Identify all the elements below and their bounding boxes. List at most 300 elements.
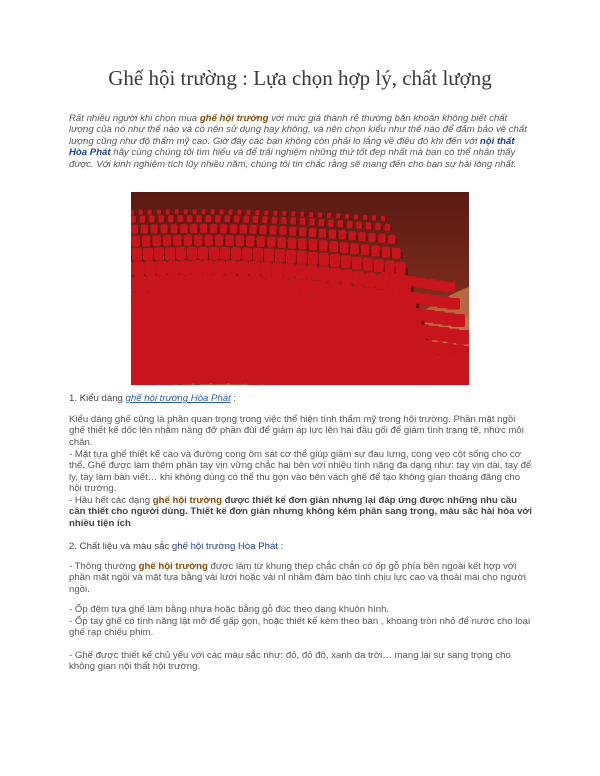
seat-back <box>385 261 395 274</box>
auditorium-seats-illustration <box>131 192 469 385</box>
seat-back <box>363 258 373 271</box>
seat-back <box>190 224 197 233</box>
seat-back <box>196 215 202 222</box>
seat-back <box>247 210 251 215</box>
seat-back <box>148 210 152 215</box>
section-2-heading-link[interactable]: ghế hội trường Hòa Phát <box>171 541 278 552</box>
seat-arm <box>326 233 328 238</box>
seat-back <box>300 212 304 217</box>
seat-back <box>142 236 151 247</box>
seat-back <box>297 251 307 264</box>
seat-arm <box>188 212 189 215</box>
seat-arm <box>305 221 307 225</box>
seat-back <box>319 253 329 266</box>
seat-back <box>364 288 377 305</box>
seat-back <box>178 215 184 222</box>
section-1-paragraph-2: - Mặt tựa ghế thiết kế cao và đường cong ôm sát cơ thể giúp giảm sự đau lưng, cong vẹo cột sống cho cơ thể. Ghế được làm thêm phần tay vịn vững chắc hai bên với nhiều tính năng đa dạng như: tay vịn dài, tay để ly, tay làm bàn viết… khi không dùng có thể thu gọn vào bên vách ghế để tạo không gian thoáng đãng cho hội trường. <box>69 449 532 495</box>
seat-arm <box>134 212 135 215</box>
section-1-heading-link[interactable]: ghế hội trường Hòa Phát <box>125 393 231 404</box>
seat-back <box>381 216 385 221</box>
seat-back <box>369 233 376 242</box>
seat-arm <box>183 218 185 222</box>
seat-back <box>330 268 342 283</box>
seat-arm <box>161 212 162 215</box>
seat-arm <box>237 228 239 233</box>
seat-arm <box>247 229 249 234</box>
seat-back <box>187 215 193 222</box>
seat-back <box>319 229 326 238</box>
page-title: Ghế hội trường : Lựa chọn hợp lý, chất lượng <box>108 66 492 90</box>
seat-back <box>215 215 221 222</box>
seat-arm <box>268 213 269 216</box>
seat-back <box>131 225 138 234</box>
seat-back <box>364 272 376 287</box>
seat-back <box>156 261 168 276</box>
seat-back <box>307 265 319 280</box>
seat-back <box>131 262 133 277</box>
seat-back <box>157 210 161 215</box>
seat-arm <box>376 218 377 221</box>
seat-back <box>211 209 215 214</box>
seat-arm <box>313 214 314 217</box>
seat-arm <box>178 228 180 233</box>
seat-back <box>202 209 206 214</box>
seat-arm <box>358 217 359 220</box>
seat-back <box>175 209 179 214</box>
seat-back <box>262 276 275 293</box>
seat-arm <box>322 215 323 218</box>
seat-back <box>378 234 385 243</box>
seat-arm <box>221 218 223 222</box>
seat-back <box>184 235 193 246</box>
seat-back <box>225 215 231 222</box>
seat-back <box>132 248 142 261</box>
aisle-seat <box>461 377 469 385</box>
seat-back <box>374 259 384 272</box>
seat-back <box>159 215 165 222</box>
seat-back <box>161 224 168 233</box>
seat-back <box>176 247 186 260</box>
keyword-noi-that-hoa-phat[interactable]: nội thất Hòa Phát <box>69 135 515 159</box>
aisle-seat <box>409 323 419 338</box>
seat-arm <box>316 232 318 237</box>
seat-arm <box>152 212 153 215</box>
seat-arm <box>343 223 345 227</box>
seat-back <box>236 275 249 292</box>
seat-arm <box>258 219 260 223</box>
seat-back <box>262 216 268 223</box>
seat-back <box>319 240 328 251</box>
seat-arm <box>197 228 199 233</box>
keyword-ghe-hoi-truong-2[interactable]: ghế hội trường <box>152 495 222 506</box>
aisle-seat <box>456 330 469 345</box>
seat-arm <box>324 222 326 226</box>
seat-arm <box>277 220 279 224</box>
seat-arm <box>207 228 209 233</box>
seat-back <box>270 226 277 235</box>
seat-back <box>187 247 197 260</box>
seat-back <box>313 281 326 298</box>
seat-arm <box>143 212 144 215</box>
seat-back <box>309 212 313 217</box>
seat-arm <box>138 229 140 234</box>
seat-back <box>318 267 330 282</box>
aisle-seat <box>414 308 425 321</box>
aisle-seat <box>416 355 426 373</box>
seat-back <box>339 300 354 319</box>
seat-back <box>202 260 214 275</box>
seat-arm <box>158 229 160 234</box>
seat-back <box>356 222 362 229</box>
seat-arm <box>215 212 216 215</box>
seat-arm <box>233 212 234 215</box>
seat-back <box>361 244 370 255</box>
seat-arm <box>155 219 157 223</box>
seat-back <box>214 260 226 275</box>
seat-back <box>171 224 178 233</box>
seat-back <box>194 235 203 246</box>
seat-arm <box>334 223 336 227</box>
seat-back <box>371 245 380 256</box>
seat-back <box>180 224 187 233</box>
seat-back <box>308 252 318 265</box>
seat-back <box>144 261 156 276</box>
seat-back <box>338 220 344 227</box>
seat-arm <box>193 218 195 222</box>
seat-arm <box>306 231 308 236</box>
seat-arm <box>296 221 298 225</box>
section-1-p3-bold: được thiết kế đơn giản nhưng lại đáp ứng được những nhu cầu cần thiết cho người dùng. Thiết kế đơn giản nhưng không kém phần sang trọng, màu sắc hài hòa với nhiều tiện ích <box>69 495 532 529</box>
seat-back <box>230 224 237 233</box>
seat-back <box>295 264 307 279</box>
seat-back <box>260 262 272 277</box>
seat-arm <box>168 228 170 233</box>
seat-back <box>396 262 406 275</box>
aisle-seat <box>403 337 412 353</box>
section-1-heading <box>69 393 533 404</box>
seat-arm <box>287 230 289 235</box>
seat-back <box>291 217 297 224</box>
seat-arm <box>211 218 213 222</box>
seat-back <box>224 275 237 292</box>
seat-back <box>200 224 207 233</box>
intro-text-2: với mức giá thành rẻ thường băn khoăn không biết chất lượng của nó như thế nào và có nên sử dụng hay không, và nên chọn kiểu như thế nào để đảm bảo về chất lượng cũng như độ thẩm mỹ cao. Giờ đây các bạn không còn phải lo lắng về điều đó khi đến với <box>69 113 527 147</box>
seat-back <box>179 260 191 275</box>
seat-arm <box>277 230 279 235</box>
seat-arm <box>240 219 242 223</box>
aisle-seat <box>402 291 412 303</box>
seat-arm <box>277 213 278 216</box>
seat-back <box>366 304 381 323</box>
seat-back <box>238 210 242 215</box>
seat-back <box>229 210 233 215</box>
seat-arm <box>249 219 251 223</box>
seat-back <box>140 216 146 223</box>
seat-back <box>149 215 155 222</box>
aisle-seat <box>405 307 415 320</box>
seat-back <box>286 250 296 263</box>
seat-arm <box>242 212 243 215</box>
aisle-seat <box>393 289 402 301</box>
seat-back <box>275 277 288 294</box>
seat-arm <box>356 235 358 240</box>
aisle-seat <box>456 361 469 379</box>
keyword-ghe-hoi-truong[interactable]: ghế hội trường <box>199 113 269 124</box>
seat-back <box>291 211 295 216</box>
seat-back <box>253 248 263 261</box>
seat-back <box>352 302 367 321</box>
seat-arm <box>406 268 408 275</box>
seat-back <box>273 211 277 216</box>
section-1-paragraph-1: Kiểu dáng ghế cũng là phần quan trọng trong việc thể hiện tính thẩm mỹ trong hội trường. Phần mặt ngồi ghế thiết kế dốc lên nhằm nâng đỡ phần đùi để giảm áp lực lên hai đầu gối để giảm tình trạng tê, nhức mỏi chân. <box>69 414 524 448</box>
auditorium-photo <box>131 192 469 385</box>
seat-back <box>275 249 285 262</box>
seat-back <box>173 235 182 246</box>
seat-arm <box>390 227 392 231</box>
aisle-seat <box>451 314 465 327</box>
seat-back <box>209 247 219 260</box>
aisle-seat <box>418 324 429 339</box>
seat-back <box>220 224 227 233</box>
intro-paragraph <box>69 113 531 170</box>
section-2-paragraph-4: - Ghế được thiết kế chủ yếu với các màu sắc như: đỏ, đỏ đô, xanh da trời… mang lại sự sang trọng cho không gian nội thất hội trường. <box>69 650 511 673</box>
seat-arm <box>367 217 368 220</box>
seat-back <box>354 214 358 219</box>
aisle-seat <box>422 340 433 356</box>
seat-back <box>329 230 336 239</box>
seat-back <box>382 247 391 258</box>
seat-back <box>240 225 247 234</box>
section-2-paragraph-2: - Ốp đệm tựa ghế làm bằng nhựa hoặc bằng gỗ đúc theo dạng khuôn hình. <box>69 604 390 615</box>
seat-arm <box>164 219 166 223</box>
aisle-seat <box>387 304 395 317</box>
seat-arm <box>257 229 259 234</box>
seat-back <box>281 217 287 224</box>
seat-arm <box>174 218 176 222</box>
seat-back <box>330 254 340 267</box>
seat-back <box>385 224 391 231</box>
seat-back <box>345 214 349 219</box>
seat-back <box>131 210 134 215</box>
aisle-seat <box>436 358 447 376</box>
seat-arm <box>353 224 355 228</box>
seat-back <box>206 215 212 222</box>
seat-back <box>328 220 334 227</box>
aisle-seat <box>412 339 422 355</box>
seat-back <box>283 263 295 278</box>
seat-back <box>151 224 158 233</box>
seat-arm <box>268 219 270 223</box>
aisle-seat <box>432 342 443 358</box>
seat-arm <box>346 234 348 239</box>
seat-back <box>341 269 353 284</box>
aisle-seat <box>398 275 408 285</box>
intro-text-3: hãy cùng chúng tôi tìm hiểu và để trải nghiệm những thứ tốt đẹp nhất mà bạn có thể nhận thấy được. Với kinh nghiệm tích lũy nhiều năm, chúng tôi tin chắc rằng sẽ mang đến cho bạn sự hài lòng nhất. <box>69 147 517 170</box>
seat-arm <box>296 231 298 236</box>
seat-back <box>172 275 185 292</box>
seat-arm <box>217 228 219 233</box>
seat-back <box>234 215 240 222</box>
seat-back <box>318 213 322 218</box>
seat-arm <box>260 212 261 215</box>
aisle-seat <box>384 288 392 300</box>
seat-back <box>220 210 224 215</box>
section-2-heading-prefix: 2. Chất liệu và màu sắc <box>69 541 172 552</box>
section-2-heading <box>69 541 533 552</box>
seat-arm <box>188 228 190 233</box>
seat-back <box>191 260 203 275</box>
section-2-p1-prefix: - Thông thường <box>69 561 139 572</box>
section-1-p3-prefix: - Hầu hết các dạng <box>69 495 153 506</box>
seat-back <box>277 237 286 248</box>
seat-back <box>347 221 353 228</box>
seat-arm <box>386 238 388 243</box>
seat-back <box>215 235 224 246</box>
seat-arm <box>251 212 252 215</box>
seat-back <box>198 274 211 291</box>
seat-arm <box>267 229 269 234</box>
seat-back <box>198 247 208 260</box>
seat-arm <box>366 236 368 241</box>
seat-back <box>329 241 338 252</box>
seat-back <box>352 286 365 303</box>
seat-back <box>163 235 172 246</box>
seat-arm <box>230 218 232 222</box>
seat-back <box>243 216 249 223</box>
seat-back <box>249 261 261 276</box>
seat-arm <box>170 212 171 215</box>
seat-arm <box>286 213 287 216</box>
seat-back <box>185 274 198 291</box>
intro-text-1: Rất nhiều người khi chọn mua <box>69 113 200 124</box>
seat-back <box>253 216 258 223</box>
seat-back <box>131 216 136 223</box>
seat-back <box>309 228 316 237</box>
seat-back <box>141 225 148 234</box>
aisle-seat <box>406 353 415 371</box>
seat-arm <box>385 218 386 221</box>
section-2-paragraph-1 <box>69 561 533 595</box>
seat-back <box>288 238 297 249</box>
seat-arm <box>295 214 296 217</box>
seat-back <box>288 278 301 295</box>
seat-back <box>359 232 366 241</box>
seat-back <box>350 243 359 254</box>
seat-arm <box>136 219 138 223</box>
aisle-seat <box>446 298 460 310</box>
seat-back <box>339 284 352 301</box>
section-1-heading-suffix: : <box>230 393 237 404</box>
section-1-paragraph-3 <box>69 495 533 529</box>
seat-arm <box>336 234 338 239</box>
seat-back <box>327 213 331 218</box>
seat-back <box>272 217 278 224</box>
seat-arm <box>381 226 383 230</box>
seat-arm <box>395 239 397 244</box>
seat-back <box>282 211 286 216</box>
seat-back <box>349 231 356 240</box>
seat-back <box>267 237 276 248</box>
seat-back <box>211 274 224 291</box>
seat-back <box>326 282 339 299</box>
seat-arm <box>401 253 403 259</box>
seat-arm <box>315 222 317 226</box>
seat-back <box>256 210 260 215</box>
seat-back <box>237 261 249 276</box>
seat-back <box>319 219 325 226</box>
seat-back <box>131 236 140 247</box>
seat-back <box>204 235 213 246</box>
section-2-p1-rest: được làm từ khung thép chắc chắn có ốp gỗ phía bên ngoài kết hợp với phần mặt ngồi và mặt tựa bằng vải lưới hoặc vải nỉ nhằm đảm bảo tính chịu lực cao và thoải mái cho người ngồi. <box>69 561 526 595</box>
seat-back <box>152 235 161 246</box>
aisle-seat <box>399 368 407 385</box>
seat-back <box>289 227 296 236</box>
seat-back <box>159 275 172 292</box>
seat-back <box>249 276 262 293</box>
seat-back <box>210 224 217 233</box>
aisle-seat <box>390 320 398 335</box>
seat-arm <box>331 215 332 218</box>
seat-back <box>139 210 143 215</box>
seat-back <box>279 226 286 235</box>
seat-back <box>264 210 268 215</box>
aisle-seat <box>381 272 389 282</box>
seat-arm <box>371 226 373 230</box>
seat-arm <box>362 225 364 229</box>
aisle-seat <box>393 336 401 352</box>
aisle-seat <box>396 352 404 370</box>
seat-arm <box>202 218 204 222</box>
seat-back <box>134 276 147 293</box>
aisle-seat <box>390 273 399 283</box>
seat-back <box>336 213 340 218</box>
seat-arm <box>304 214 305 217</box>
seat-arm <box>376 237 378 242</box>
seat-back <box>168 215 174 222</box>
seat-back <box>272 263 284 278</box>
seat-back <box>147 275 160 292</box>
seat-back <box>299 227 306 236</box>
seat-back <box>264 249 274 262</box>
seat-back <box>375 223 381 230</box>
seat-back <box>309 218 315 225</box>
seat-back <box>225 260 237 275</box>
seat-back <box>154 247 164 260</box>
seat-arm <box>206 212 207 215</box>
seat-back <box>363 215 367 220</box>
seat-back <box>300 279 313 296</box>
seat-arm <box>287 220 289 224</box>
seat-arm <box>148 229 150 234</box>
seat-back <box>300 218 306 225</box>
seat-back <box>340 242 349 253</box>
seat-arm <box>145 219 147 223</box>
seat-back <box>236 235 245 246</box>
seat-back <box>339 230 346 239</box>
seat-arm <box>340 216 341 219</box>
aisle-seat <box>461 346 469 362</box>
aisle-seat <box>441 282 455 292</box>
section-2-heading-suffix: : <box>277 541 284 552</box>
keyword-ghe-hoi-truong-3[interactable]: ghế hội trường <box>138 561 208 572</box>
seat-back <box>353 271 365 286</box>
section-2-paragraph-3: - Ốp tay ghế có tính năng lật mở để gấp gọn, hoặc thiết kế kèm theo bàn , khoang tròn nhỏ để nước cho loại ghế rạp chiếu phim. <box>69 616 531 639</box>
section-1-heading-prefix: 1. Kiểu dáng <box>69 393 126 404</box>
seat-back <box>184 209 188 214</box>
seat-arm <box>227 228 229 233</box>
aisle-seat <box>426 356 437 374</box>
seat-back <box>352 257 362 270</box>
